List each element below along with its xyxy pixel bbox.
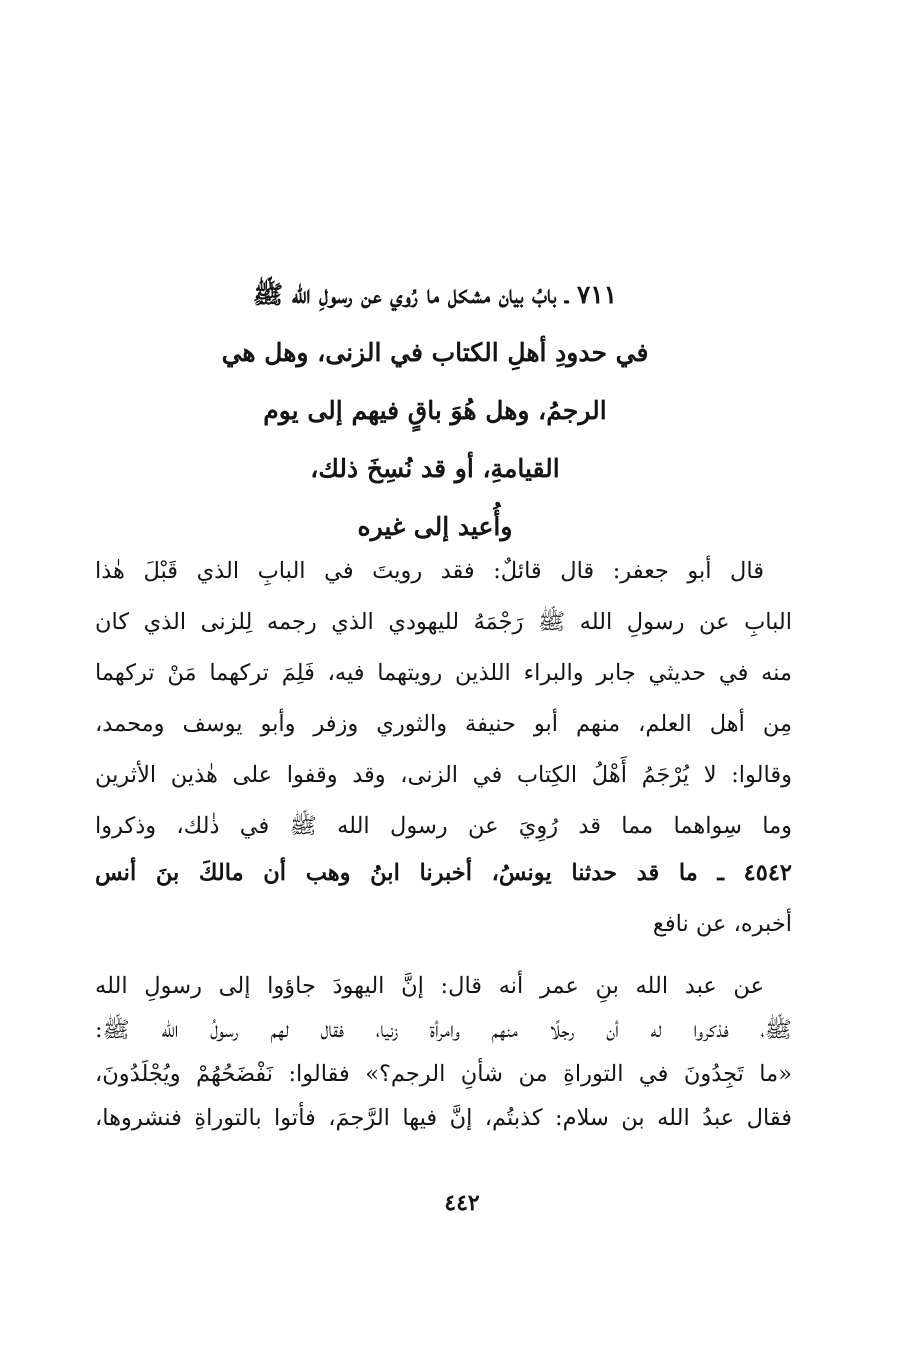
chapter-heading [120, 266, 750, 556]
intro-line: وقالوا: لا يُرْجَمُ أَهْلُ الكِتاب في الزنى، وقد وقفوا على هٰذين الأثرين [95, 762, 792, 788]
hadith-text-line: «ما تَجِدُونَ في التوراةِ من شأنِ الرجم؟» فقالوا: نَفْضَحُهُمْ ويُجْلَدُونَ، [95, 1061, 792, 1087]
hadith-text-line: عن عبد الله بنِ عمر أنه قال: إنَّ اليهودَ جاؤوا إلى رسولِ الله [95, 973, 764, 999]
hadith-chain [95, 848, 792, 950]
heading-line: الرجمُ، وهل هُوَ باقٍ فيهم إلى يوم [263, 396, 607, 425]
hadith-text [95, 964, 792, 1140]
hadith-chain-line: أخبره، عن نافع [652, 911, 792, 937]
intro-paragraph [95, 546, 792, 852]
heading-line: القيامةِ، أو قد نُسِخَ ذلك، [310, 454, 560, 483]
intro-line: مِن أهل العلم، منهم أبو حنيفة والثوري وزفر وأبو يوسف ومحمد، [95, 711, 792, 737]
hadith-text-line: ﷺ، فذكروا له أن رجلًا منهم وامرأة زنيا، فقال لهم رسولُ الله ﷺ: [95, 1017, 792, 1043]
heading-line: في حدودِ أهلِ الكتاب في الزنى، وهل هي [221, 338, 649, 367]
intro-line: منه في حديثي جابر والبراء اللذين رويتهما فيه، فَلِمَ تركهما مَنْ تركهما [95, 660, 792, 686]
hadith-text-line: فقال عبدُ الله بن سلام: كذبتُم، إنَّ فيها الرَّجمَ، فأتوا بالتوراةِ فنشروها، [95, 1105, 792, 1131]
heading-line: ٧١١ ـ بابُ بيان مشكل ما رُوي عن رسولِ الله ﷺ [252, 280, 618, 309]
intro-line: البابِ عن رسولِ الله ﷺ رَجْمَهُ لليهودي الذي رجمه لِلزنى الذي كان [95, 609, 792, 635]
heading-line: وأُعيد إلى غيره [357, 512, 513, 541]
hadith-chain-line: ٤٥٤٢ ـ ما قد حدثنا يونسُ، أخبرنا ابنُ وهب أن مالكَ بنَ أنس [95, 860, 792, 886]
page-number: ٤٤٢ [444, 1190, 480, 1216]
intro-line: قال أبو جعفر: قال قائلٌ: فقد رويتَ في البابِ الذي قَبْلَ هٰذا [95, 558, 764, 584]
intro-line: وما سِواهما مما قد رُوِيَ عن رسول الله ﷺ في ذٰلك، وذكروا [95, 813, 792, 839]
